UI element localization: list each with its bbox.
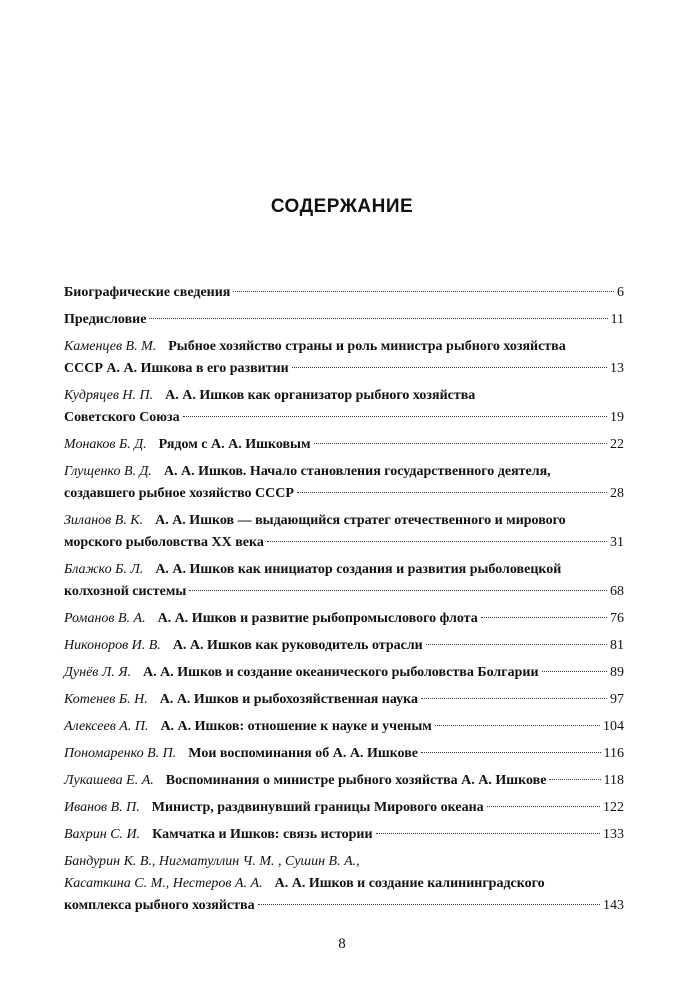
entry-page-number: 28 [610,486,624,501]
entry-author: Пономаренко В. П. [64,746,177,761]
toc-entry-line [64,282,624,304]
table-of-contents [64,282,624,922]
toc-entry-line [64,851,624,873]
toc-entry-line [64,608,624,630]
entry-title: Камчатка и Ишков: связь истории [152,827,373,842]
entry-title: Предисловие [64,312,147,327]
entry-author: Романов В. А. [64,611,146,626]
toc-entry [64,635,624,657]
toc-entry-line [64,532,624,554]
entry-page-number: 31 [610,535,624,550]
entry-page-number: 104 [603,719,624,734]
toc-entry-line [64,873,624,895]
dot-leader [549,779,600,780]
entry-title: Воспоминания о министре рыбного хозяйства А. А. Ишкове [165,773,547,788]
entry-page-number: 22 [610,437,624,452]
entry-author: Дунёв Л. Я. [64,665,132,680]
dot-leader [292,367,607,368]
toc-entry [64,797,624,819]
dot-leader [267,541,607,542]
entry-page-number: 81 [610,638,624,653]
entry-page-number: 76 [610,611,624,626]
toc-entry-line [64,407,624,429]
entry-page-number: 116 [603,746,624,761]
entry-author: Глущенко В. Д. [64,464,152,479]
entry-page-number: 13 [610,361,624,376]
entry-title: морского рыболовства XX века [64,535,264,550]
toc-entry [64,662,624,684]
toc-entry-line [64,461,624,483]
dot-leader [258,904,600,905]
entry-page-number: 68 [610,584,624,599]
toc-entry [64,559,624,603]
toc-entry-line [64,635,624,657]
toc-entry [64,851,624,917]
entry-title: А. А. Ишков как организатор рыбного хозяйства [165,388,476,403]
dot-leader [376,833,600,834]
entry-author: Лукашева Е. А. [64,773,154,788]
toc-entry [64,461,624,505]
entry-title: колхозной системы [64,584,187,599]
toc-entry-line [64,309,624,331]
toc-entry [64,385,624,429]
entry-title: А. А. Ишков и рыбохозяйственная наука [159,692,418,707]
entry-title: Рядом с А. А. Ишковым [158,437,311,452]
toc-entry-line [64,336,624,358]
toc-entry [64,434,624,456]
toc-entry-line [64,559,624,581]
entry-title: Биографические сведения [64,285,231,300]
toc-entry-line [64,770,624,792]
toc-entry [64,309,624,331]
entry-page-number: 122 [603,800,624,815]
toc-entry [64,336,624,380]
toc-entry-line [64,662,624,684]
entry-title: А. А. Ишков: отношение к науке и ученым [160,719,432,734]
dot-leader [487,806,600,807]
entry-author: Вахрин С. И. [64,827,141,842]
dot-leader [542,671,607,672]
entry-title: А. А. Ишков. Начало становления государственного деятеля, [163,464,551,479]
entry-page-number: 11 [610,312,624,327]
entry-author: Никоноров И. В. [64,638,161,653]
toc-entry [64,282,624,304]
toc-entry [64,824,624,846]
dot-leader [149,318,607,319]
dot-leader [233,291,614,292]
toc-entry [64,510,624,554]
entry-page-number: 133 [603,827,624,842]
entry-author: Иванов В. П. [64,800,140,815]
toc-entry [64,716,624,738]
entry-title: СССР А. А. Ишкова в его развитии [64,361,289,376]
entry-author: Бандурин К. В., Нигматуллин Ч. М. , Сушин В. А., [64,854,360,869]
entry-title: А. А. Ишков как руководитель отрасли [172,638,423,653]
entry-author: Котенев Б. Н. [64,692,148,707]
dot-leader [183,416,607,417]
entry-title: А. А. Ишков и создание калининградского [274,876,545,891]
entry-page-number: 118 [603,773,624,788]
toc-heading: СОДЕРЖАНИЕ [270,196,414,217]
entry-page-number: 6 [617,285,624,300]
dot-leader [435,725,600,726]
toc-entry-line [64,797,624,819]
dot-leader [421,698,607,699]
dot-leader [426,644,607,645]
toc-entry-line [64,895,624,917]
entry-title: А. А. Ишков — выдающийся стратег отечественного и мирового [155,513,566,528]
toc-entry-line [64,483,624,505]
toc-entry [64,689,624,711]
entry-author: Блажко Б. Л. [64,562,144,577]
toc-entry [64,770,624,792]
entry-title: А. А. Ишков и создание океанического рыболовства Болгарии [143,665,539,680]
toc-entry-line [64,510,624,532]
toc-entry [64,608,624,630]
toc-entry-line [64,824,624,846]
entry-author: Зиланов В. К. [64,513,144,528]
dot-leader [189,590,607,591]
dot-leader [297,492,607,493]
entry-author: Монаков Б. Д. [64,437,147,452]
toc-entry-line [64,385,624,407]
entry-page-number: 97 [610,692,624,707]
dot-leader [421,752,601,753]
entry-page-number: 89 [610,665,624,680]
toc-entry-line [64,434,624,456]
entry-page-number: 143 [603,898,624,913]
toc-entry-line [64,743,624,765]
toc-entry-line [64,689,624,711]
entry-title: Советского Союза [64,410,180,425]
entry-page-number: 19 [610,410,624,425]
entry-title: Мои воспоминания об А. А. Ишкове [188,746,418,761]
toc-entry-line [64,716,624,738]
toc-entry-line [64,581,624,603]
entry-author: Касаткина С. М., Нестеров А. А. [64,876,263,891]
dot-leader [314,443,608,444]
entry-title: создавшего рыбное хозяйство СССР [64,486,294,501]
entry-title: А. А. Ишков и развитие рыбопромыслового флота [157,611,478,626]
entry-title: Рыбное хозяйство страны и роль министра рыбного хозяйства [168,339,566,354]
entry-title: А. А. Ишков как инициатор создания и развития рыболовецкой [155,562,562,577]
entry-author: Алексеев А. П. [64,719,149,734]
toc-entry [64,743,624,765]
entry-title: Министр, раздвинувший границы Мирового океана [151,800,484,815]
toc-entry-line [64,358,624,380]
entry-title: комплекса рыбного хозяйства [64,898,255,913]
entry-author: Кудряцев Н. П. [64,388,154,403]
page-number: 8 [338,936,346,952]
dot-leader [481,617,607,618]
entry-author: Каменцев В. М. [64,339,157,354]
